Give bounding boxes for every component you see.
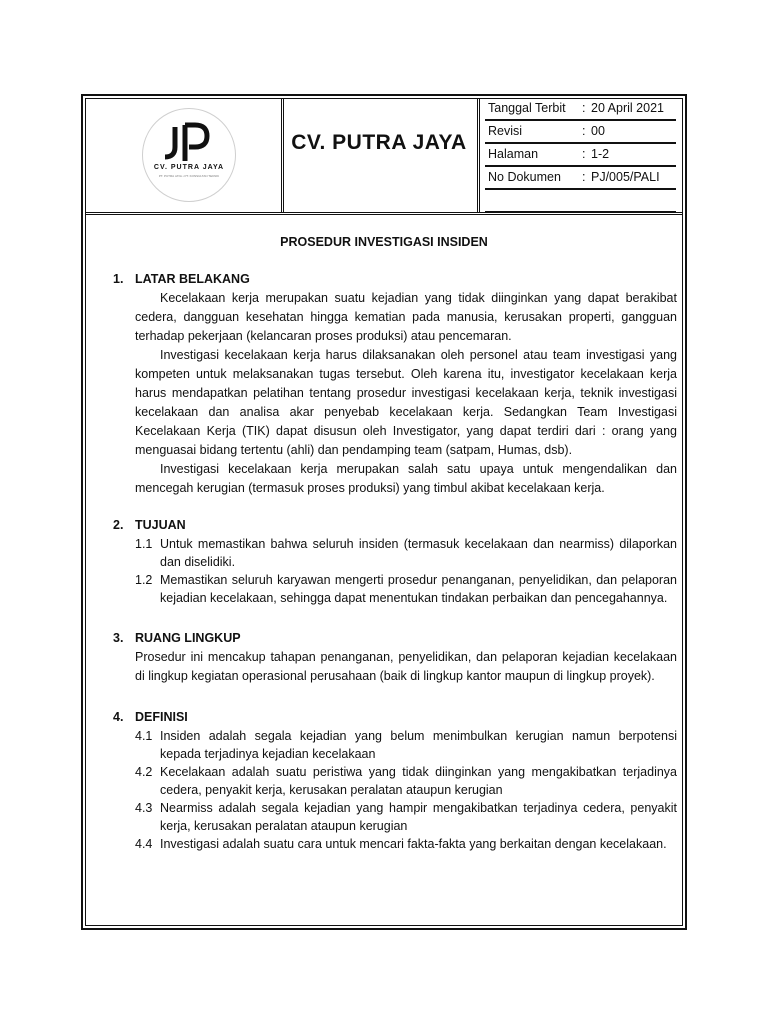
item-text: Memastikan seluruh karyawan mengerti prosedur penanganan, penyelidikan, dan pelaporan kejadian kecelakaan, sehingga dapat menentukan tindakan perbaikan dan pencegahannya. <box>160 573 677 605</box>
meta-key: Revisi <box>488 124 523 138</box>
list-item <box>135 535 677 571</box>
document-header <box>86 99 682 215</box>
document-body <box>113 270 677 867</box>
meta-value: 20 April 2021 <box>591 101 664 115</box>
meta-key: No Dokumen <box>488 170 561 184</box>
meta-sep: : <box>582 147 586 161</box>
meta-row-empty <box>485 191 676 213</box>
meta-row-no-dokumen <box>485 168 676 190</box>
logo-cell <box>86 99 284 212</box>
logo-subtext: PT. PUTRA JAYA • PT. KONSULTAN TEKNIK <box>158 174 220 178</box>
meta-key: Tanggal Terbit <box>488 101 566 115</box>
section-heading <box>113 270 677 289</box>
meta-row-revisi <box>485 122 676 144</box>
section-tujuan <box>113 516 677 607</box>
list-item <box>135 571 677 607</box>
item-number: 4.3 <box>135 801 153 815</box>
section-title: LATAR BELAKANG <box>135 272 250 286</box>
meta-key: Halaman <box>488 147 539 161</box>
meta-sep: : <box>582 170 586 184</box>
meta-row-halaman <box>485 145 676 167</box>
paragraph: Prosedur ini mencakup tahapan penanganan, penyelidikan, dan pelaporan kejadian kecelakaan di lingkup kegiatan operasional perusahaan (baik di lingkup kantor maupun di lingkup proyek). <box>135 650 677 683</box>
section-number: 4. <box>113 710 124 724</box>
section-title: DEFINISI <box>135 710 188 724</box>
company-logo <box>142 108 236 202</box>
company-name: CV. PUTRA JAYA <box>291 131 467 154</box>
item-text: Kecelakaan adalah suatu peristiwa yang tidak diinginkan yang mengakibatkan terjadinya cedera, penyakit kerja, kerusakan peralatan ataupun kerugian <box>160 765 677 797</box>
section-heading <box>113 629 677 648</box>
item-text: Nearmiss adalah segala kejadian yang hampir mengakibatkan terjadinya cedera, penyakit kerja, kerusakan peralatan ataupun kerugian <box>160 801 677 833</box>
section-number: 2. <box>113 518 124 532</box>
item-number: 1.1 <box>135 537 153 551</box>
item-text: Investigasi adalah suatu cara untuk mencari fakta-fakta yang berkaitan dengan kecelakaan. <box>160 837 667 851</box>
document-meta-table <box>482 99 682 212</box>
section-definisi <box>113 708 677 853</box>
item-number: 4.4 <box>135 837 153 851</box>
paragraph: Investigasi kecelakaan kerja merupakan salah satu upaya untuk mengendalikan dan mencegah kerugian (termasuk proses produksi) yang timbul akibat kecelakaan kerja. <box>135 462 677 495</box>
meta-value: PJ/005/PALI <box>591 170 660 184</box>
list-item <box>135 727 677 763</box>
meta-value: 00 <box>591 124 605 138</box>
jp-logo-icon <box>165 121 213 165</box>
section-title: RUANG LINGKUP <box>135 631 241 645</box>
list-item <box>135 763 677 799</box>
section-number: 3. <box>113 631 124 645</box>
meta-value: 1-2 <box>591 147 610 161</box>
item-number: 1.2 <box>135 573 153 587</box>
section-title: TUJUAN <box>135 518 186 532</box>
item-text: Insiden adalah segala kejadian yang belum menimbulkan kerugian namun berpotensi kepada terjadinya kejadian kecelakaan <box>160 729 677 761</box>
item-number: 4.2 <box>135 765 153 779</box>
paragraph: Investigasi kecelakaan kerja harus dilaksanakan oleh personel atau team investigasi yang kompeten untuk melaksanakan tugas tersebut. Oleh karena itu, investigator kecelakaan kerja harus mendapatkan pelatihan tentang prosedur investigasi kecelakaan kerja, teknik investigasi kecelakaan dan analisa akar penyebab kecelakaan kerja. Sedangkan Team Investigasi Kecelakaan Kerja (TIK) dapat disusun oleh Investigator, yang dapat terdiri dari : orang yang menguasai bidang tertentu (ahli) dan pendamping team (satpam, Humas, dsb). <box>135 348 677 457</box>
document-title: PROSEDUR INVESTIGASI INSIDEN <box>280 235 488 249</box>
meta-row-tanggal <box>485 99 676 121</box>
list-item <box>135 799 677 835</box>
paragraph: Kecelakaan kerja merupakan suatu kejadian yang tidak diinginkan yang dapat berakibat cedera, dangguan kesehatan hingga kematian pada manusia, kerusakan properti, gangguan terhadap pekerjaan (kelancaran proses produksi) atau pencemaran. <box>135 291 677 343</box>
meta-sep: : <box>582 124 586 138</box>
item-text: Untuk memastikan bahwa seluruh insiden (termasuk kecelakaan dan nearmiss) dilaporkan dan diselidiki. <box>160 537 677 569</box>
company-cell <box>284 99 480 212</box>
logo-text: CV. PUTRA JAYA <box>153 164 225 171</box>
item-number: 4.1 <box>135 729 153 743</box>
section-latar-belakang <box>113 270 677 498</box>
section-heading <box>113 708 677 727</box>
section-heading <box>113 516 677 535</box>
section-number: 1. <box>113 272 124 286</box>
section-ruang-lingkup <box>113 629 677 686</box>
list-item <box>135 835 677 853</box>
meta-sep: : <box>582 101 586 115</box>
